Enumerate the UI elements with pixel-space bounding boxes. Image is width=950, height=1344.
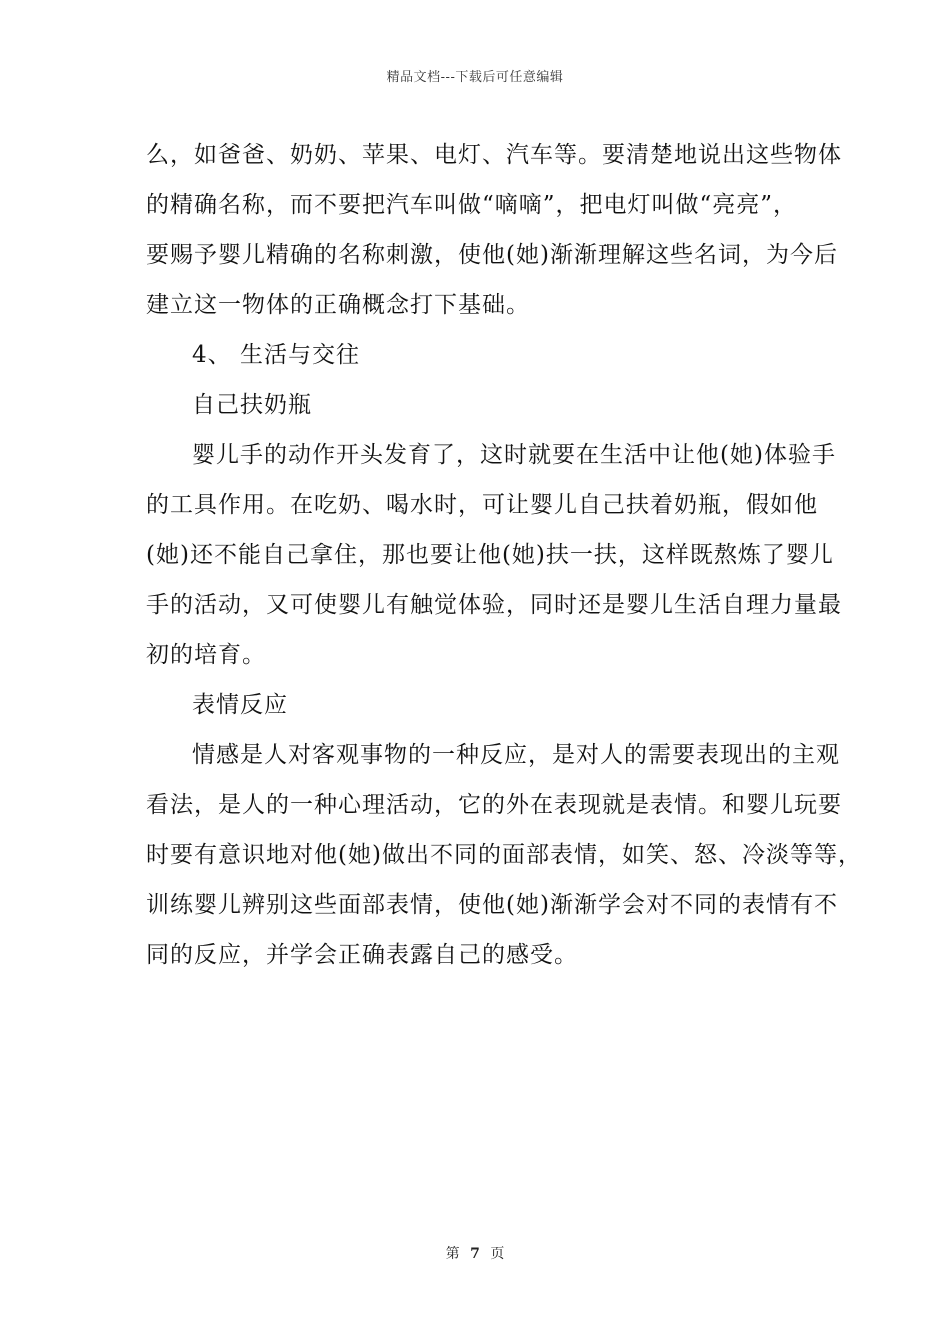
subsection-heading: 自己扶奶瓶 (192, 392, 312, 418)
page-header: 精品文档---下载后可任意编辑 (386, 70, 564, 85)
text-line: 么，如爸爸、奶奶、苹果、电灯、汽车等。要清楚地说出这些物体 (146, 142, 842, 168)
text-line: 婴儿手的动作开头发育了，这时就要在生活中让他(她)体验手 (192, 442, 836, 468)
page-number: 7 (470, 1246, 480, 1262)
text-line: 训练婴儿辨别这些面部表情，使他(她)渐渐学会对不同的表情有不 (146, 892, 838, 918)
page-number-prefix: 第 (445, 1246, 460, 1262)
text-line: 要赐予婴儿精确的名称刺激，使他(她)渐渐理解这些名词，为今后 (146, 242, 838, 268)
text-line: 建立这一物体的正确概念打下基础。 (146, 292, 530, 318)
text-line: 初的培育。 (146, 642, 266, 668)
body-text (146, 130, 862, 980)
text-line: 时要有意识地对他(她)做出不同的面部表情，如笑、怒、冷淡等等， (146, 842, 862, 868)
text-line: 的工具作用。在吃奶、喝水时，可让婴儿自己扶着奶瓶，假如他 (146, 492, 818, 518)
section-heading: 4、 生活与交往 (192, 342, 360, 368)
text-line: 情感是人对客观事物的一种反应，是对人的需要表现出的主观 (192, 742, 840, 768)
text-line: 的精确名称，而不要把汽车叫做“嘀嘀”，把电灯叫做“亮亮”， (146, 192, 798, 218)
text-line: (她)还不能自己拿住，那也要让他(她)扶一扶，这样既熬炼了婴儿 (146, 542, 834, 568)
subsection-heading: 表情反应 (192, 692, 288, 718)
text-line: 看法，是人的一种心理活动，它的外在表现就是表情。和婴儿玩要 (146, 792, 842, 818)
text-line: 同的反应，并学会正确表露自己的感受。 (146, 942, 578, 968)
text-line: 手的活动，又可使婴儿有触觉体验，同时还是婴儿生活自理力量最 (146, 592, 842, 618)
page-footer (0, 1243, 950, 1263)
page-number-suffix: 页 (490, 1246, 505, 1262)
